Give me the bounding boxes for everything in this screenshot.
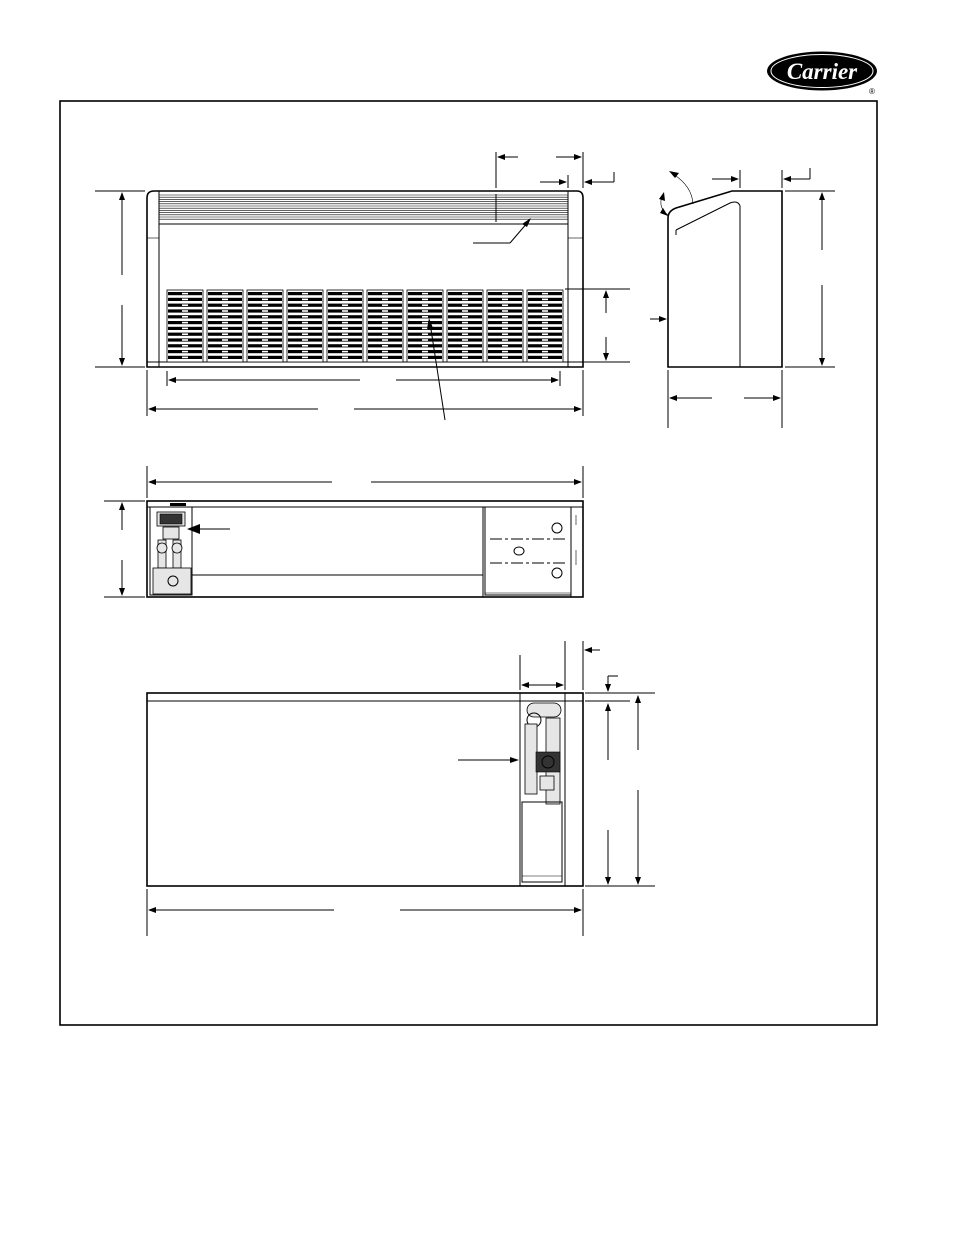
discharge-grille xyxy=(159,195,568,219)
louver-panel xyxy=(167,290,203,362)
louver-panel xyxy=(527,290,563,362)
front-view xyxy=(95,152,630,420)
louver-panel xyxy=(207,290,243,362)
top-view xyxy=(104,466,583,597)
louver-panel xyxy=(447,290,483,362)
registered-mark: ® xyxy=(869,87,875,96)
side-view xyxy=(650,168,835,428)
louver-panel xyxy=(367,290,403,362)
louver-panel xyxy=(487,290,523,362)
louver-panel xyxy=(327,290,363,362)
louver-panel xyxy=(407,290,443,362)
top-cabinet-outline xyxy=(147,501,583,597)
chassis-outline xyxy=(147,693,583,886)
logo-wordmark: Carrier xyxy=(786,59,858,84)
side-cabinet-outline xyxy=(668,191,782,367)
chassis-view xyxy=(147,641,655,936)
louver-panel xyxy=(287,290,323,362)
louver-panel xyxy=(247,290,283,362)
return-air-grille xyxy=(167,290,563,362)
